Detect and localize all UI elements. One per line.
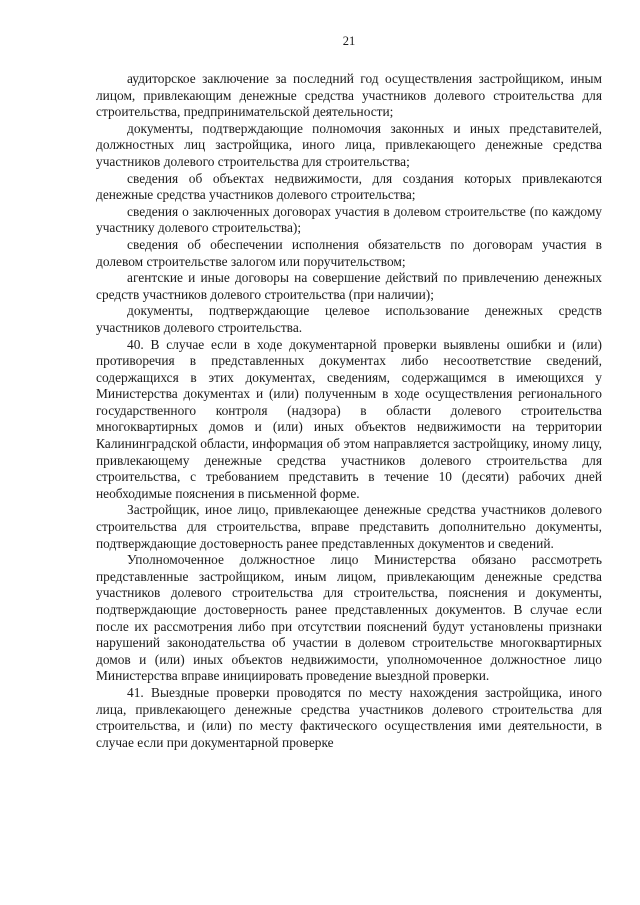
paragraph-real-estate-info: сведения об объектах недвижимости, для создания которых привлекаются денежные средства участников долевого строительства; bbox=[96, 170, 602, 203]
paragraph-authority-documents: документы, подтверждающие полномочия законных и иных представителей, должностных лиц застройщика, иного лица, привлекающего денежные средства участников долевого строительства для строительства; bbox=[96, 120, 602, 169]
paragraph-official-review: Уполномоченное должностное лицо Министерства обязано рассмотреть представленные застройщиком, иным лицом, привлекающим денежные средства участников долевого строительства для строительства, пояснения и документы, подтверждающие достоверность ранее представленных документов. В случае если после их рассмотрения либо при отсутствии пояснений будут установлены признаки нарушений законодательства об участии в долевом строительстве многоквартирных домов и (или) иных объектов недвижимости, уполномоченное должностное лицо Министерства вправе инициировать проведение выездной проверки. bbox=[96, 552, 602, 684]
paragraph-contracts-info: сведения о заключенных договорах участия в долевом строительстве (по каждому участнику долевого строительства); bbox=[96, 203, 602, 236]
paragraph-audit-report: аудиторское заключение за последний год осуществления застройщиком, иным лицом, привлекающим денежные средства участников долевого строительства для строительства, предпринимательской деятельности; bbox=[96, 71, 602, 120]
paragraph-clause-40: 40. В случае если в ходе документарной проверки выявлены ошибки и (или) противоречия в представленных документах либо несоответствие сведений, содержащихся в этих документах, сведениям, содержащимся в имеющихся у Министерства документах и (или) полученным в ходе осуществления регионального государственного контроля (надзора) в области долевого строительства многоквартирных домов и (или) иных объектов недвижимости на территории Калининградской области, информация об этом направляется застройщику, иному лицу, привлекающему денежные средства участников долевого строительства для строительства, с требованием представить в течение 10 (десяти) рабочих дней необходимые пояснения в письменной форме. bbox=[96, 336, 602, 501]
paragraph-targeted-use: документы, подтверждающие целевое использование денежных средств участников долевого строительства. bbox=[96, 303, 602, 335]
page-number: 21 bbox=[342, 34, 356, 48]
paragraph-developer-right: Застройщик, иное лицо, привлекающее денежные средства участников долевого строительства для строительства, вправе представить дополнительно документы, подтверждающие достоверность ранее представленных документов и сведений. bbox=[96, 502, 602, 551]
paragraph-clause-41: 41. Выездные проверки проводятся по месту нахождения застройщика, иного лица, привлекающего денежные средства участников долевого строительства для строительства, и (или) по месту фактического осуществления ими деятельности, в случае если при документарной проверке bbox=[96, 684, 602, 750]
paragraph-obligation-security: сведения об обеспечении исполнения обязательств по договорам участия в долевом строительстве залогом или поручительством; bbox=[96, 236, 602, 269]
paragraph-agency-contracts: агентские и иные договоры на совершение действий по привлечению денежных средств участников долевого строительства (при наличии); bbox=[96, 270, 602, 302]
